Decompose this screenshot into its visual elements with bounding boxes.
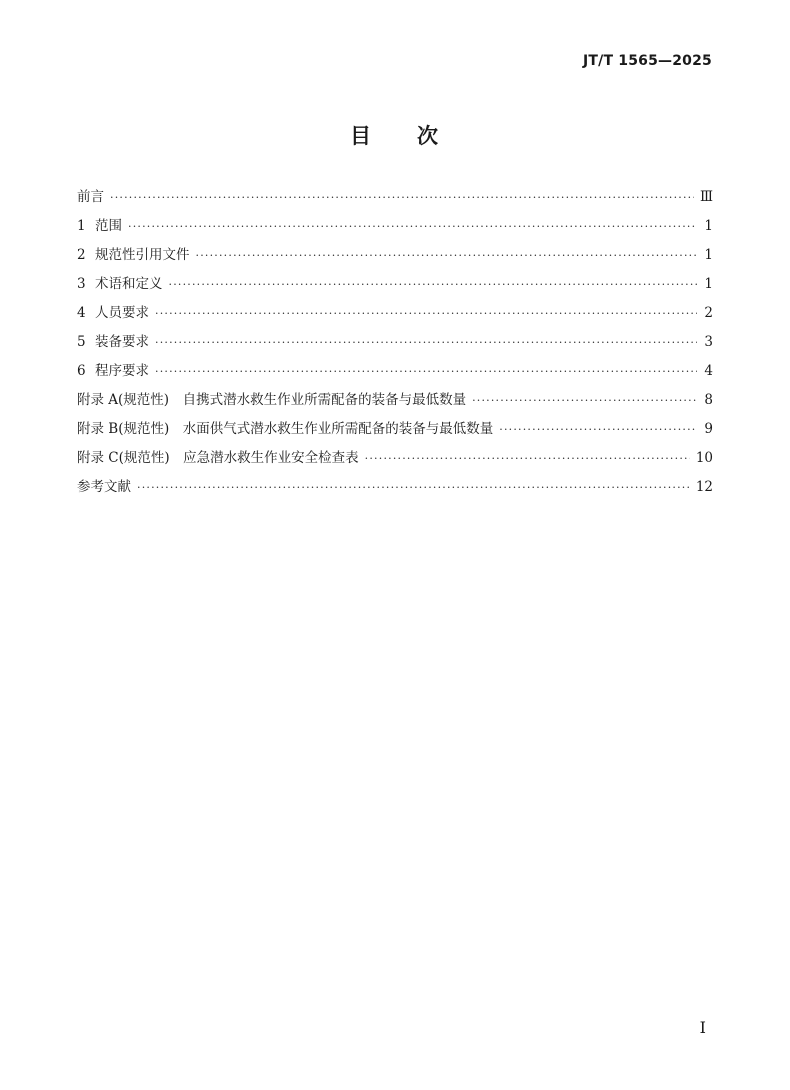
toc-entry-label: 前言: [77, 189, 104, 205]
toc-entry-page: 1: [704, 247, 713, 263]
toc-entry-label: 范围: [95, 218, 122, 234]
toc-entry-terms-definitions[interactable]: [77, 270, 713, 299]
toc-entry-foreword[interactable]: [77, 183, 713, 212]
toc-entry-page: 4: [704, 363, 713, 379]
toc-leader-dots: [472, 386, 697, 415]
toc-entry-page: 8: [704, 392, 713, 408]
toc-entry-number: 6: [77, 363, 86, 379]
page-number: I: [699, 1018, 706, 1037]
toc-leader-dots: [365, 444, 690, 473]
toc-entry-annex-b[interactable]: [77, 415, 713, 444]
toc-entry-label: 参考文献: [77, 479, 131, 495]
toc-entry-page: 9: [704, 421, 713, 437]
toc-entry-page: 3: [704, 334, 713, 350]
toc-entry-page: 1: [704, 276, 713, 292]
toc-entry-page: 2: [704, 305, 713, 321]
toc-entry-number: 2: [77, 247, 86, 263]
toc-entry-bibliography[interactable]: [77, 473, 713, 502]
toc-leader-dots: [155, 357, 697, 386]
toc-entry-page: 10: [695, 450, 713, 466]
toc-entry-label: 程序要求: [95, 363, 149, 379]
toc-leader-dots: [196, 241, 698, 270]
document-code: JT/T 1565—2025: [582, 53, 712, 69]
toc-entry-page: Ⅲ: [699, 189, 713, 205]
toc-entry-page: 12: [695, 479, 713, 495]
toc-entry-label: 装备要求: [95, 334, 149, 350]
toc-entry-number: 5: [77, 334, 86, 350]
toc-entry-page: 1: [704, 218, 713, 234]
toc-entry-personnel-requirements[interactable]: [77, 299, 713, 328]
toc-entry-number: 4: [77, 305, 86, 321]
toc-entry-label: 术语和定义: [95, 276, 163, 292]
toc-entry-annex-c[interactable]: [77, 444, 713, 473]
toc-entry-label: 附录 A(规范性) 自携式潜水救生作业所需配备的装备与最低数量: [77, 392, 467, 408]
toc-entry-normative-references[interactable]: [77, 241, 713, 270]
toc-entry-annex-a[interactable]: [77, 386, 713, 415]
toc-leader-dots: [155, 299, 697, 328]
toc-list: [77, 183, 713, 502]
toc-title-char: 次: [417, 124, 440, 148]
toc-entry-label: 附录 B(规范性) 水面供气式潜水救生作业所需配备的装备与最低数量: [77, 421, 494, 437]
toc-leader-dots: [499, 415, 697, 444]
toc-title-char: 目: [350, 124, 373, 148]
toc-title: [0, 120, 790, 150]
toc-leader-dots: [169, 270, 698, 299]
toc-entry-procedure-requirements[interactable]: [77, 357, 713, 386]
toc-entry-scope[interactable]: [77, 212, 713, 241]
toc-entry-label: 附录 C(规范性) 应急潜水救生作业安全检查表: [77, 450, 359, 466]
toc-leader-dots: [128, 212, 697, 241]
toc-entry-label: 规范性引用文件: [95, 247, 190, 263]
toc-leader-dots: [137, 473, 690, 502]
toc-entry-number: 3: [77, 276, 86, 292]
toc-entry-equipment-requirements[interactable]: [77, 328, 713, 357]
toc-leader-dots: [110, 183, 694, 212]
toc-leader-dots: [155, 328, 697, 357]
toc-entry-label: 人员要求: [95, 305, 149, 321]
toc-entry-number: 1: [77, 218, 86, 234]
